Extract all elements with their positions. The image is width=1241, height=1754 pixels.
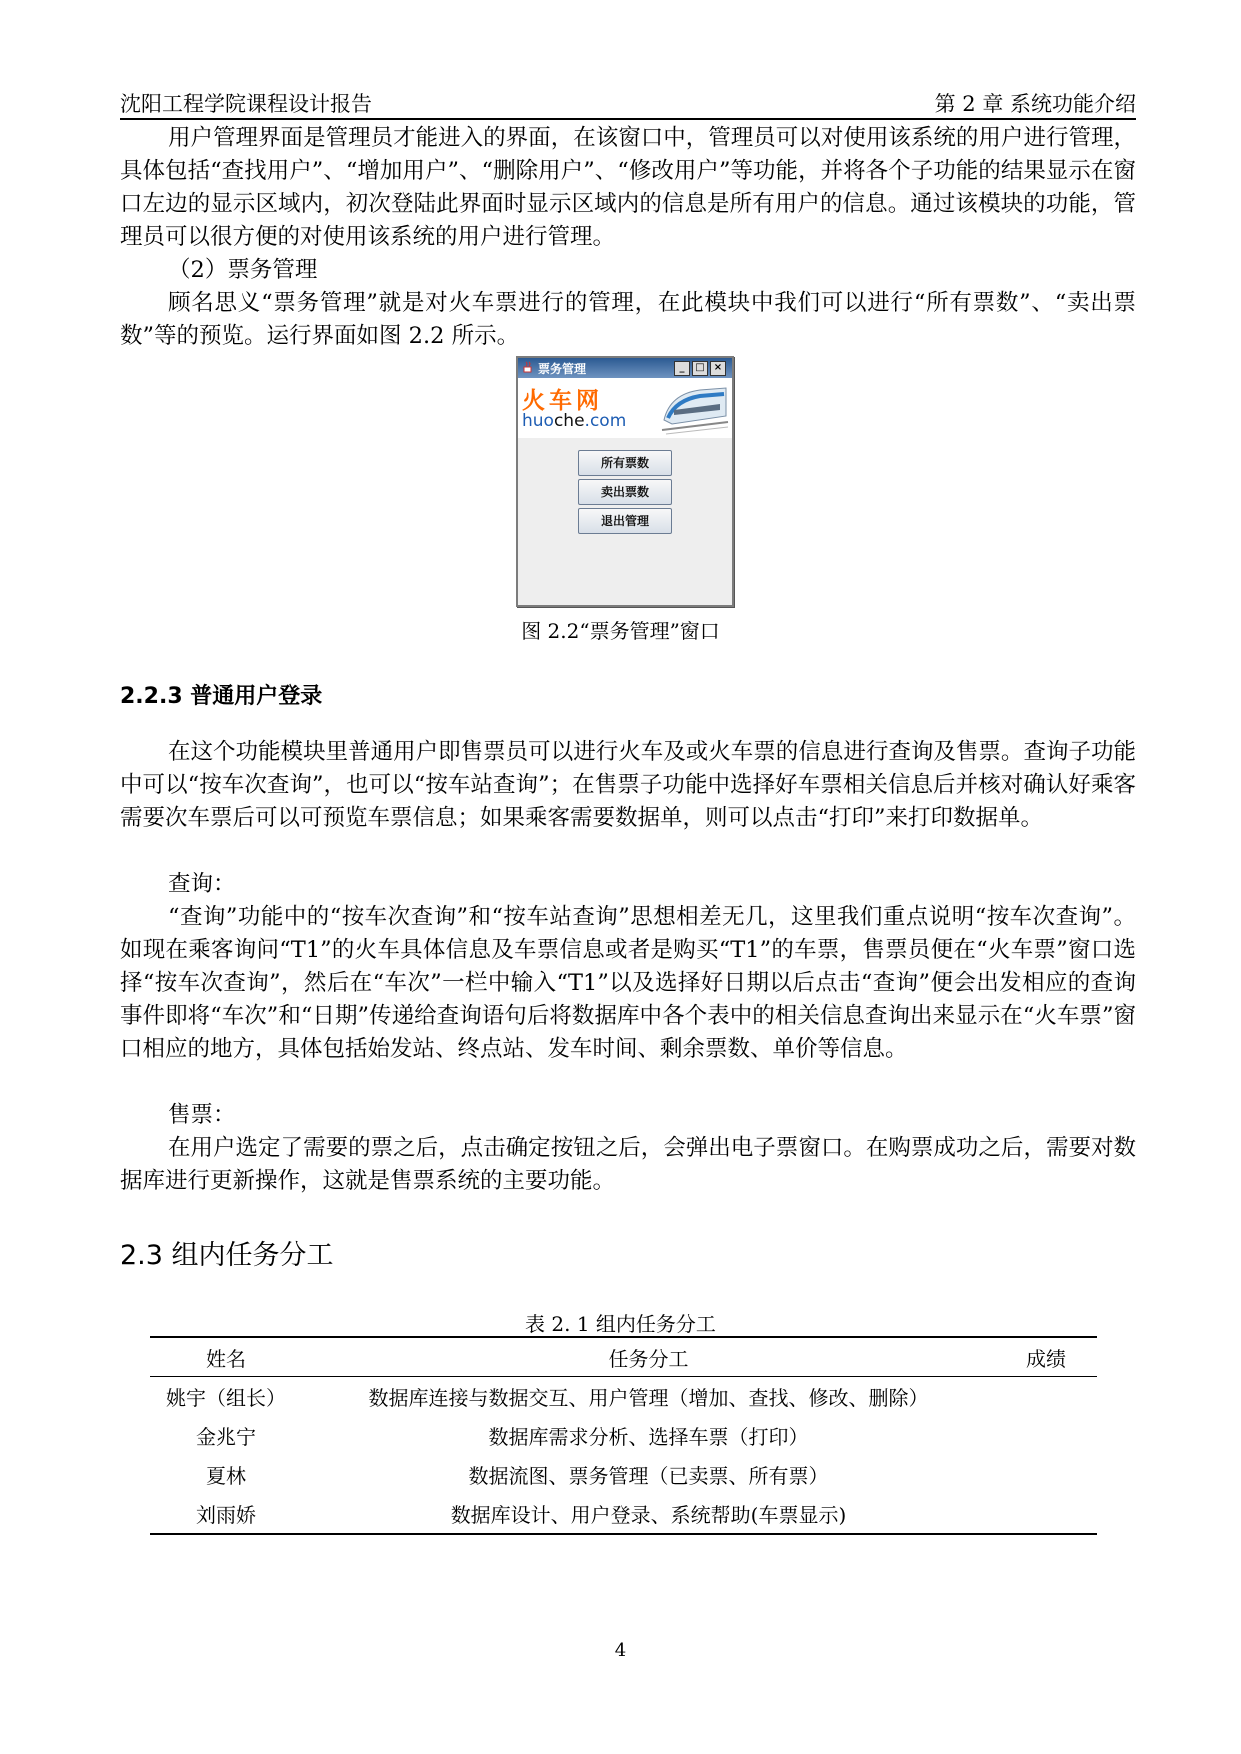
- table-row: [150, 1416, 1097, 1455]
- huoche-logo-url: huoche.com: [522, 411, 627, 431]
- sell-paragraph: 在用户选定了需要的票之后，点击确定按钮之后，会弹出电子票窗口。在购票成功之后，需要对数据库进行更新操作，这就是售票系统的主要功能。: [120, 1135, 1136, 1194]
- table-header-row: [150, 1337, 1097, 1377]
- subheading-ticket-management: （2）票务管理: [168, 257, 318, 283]
- cell-name: 姚宇（组长）: [166, 1386, 286, 1410]
- window-title: 票务管理: [538, 362, 587, 376]
- maximize-button[interactable]: □: [692, 361, 708, 376]
- cell-name: 刘雨娇: [196, 1503, 256, 1527]
- cell-grade: [995, 1416, 1097, 1455]
- header-chapter-title: 第 2 章 系统功能介绍: [934, 92, 1136, 116]
- java-cup-icon: [522, 361, 534, 374]
- ticket-management-window: [516, 356, 734, 607]
- intro-paragraph: 用户管理界面是管理员才能进入的界面，在该窗口中，管理员可以对使用该系统的用户进行管理，具体包括“查找用户”、“增加用户”、“删除用户”、“修改用户”等功能，并将各个子功能的结果显示在窗口左边的显示区域内，初次登陆此界面时显示区域内的信息是所有用户的信息。通过该模块的功能，管理员可以很方便的对使用该系统的用户进行管理。: [120, 125, 1136, 250]
- table-row: [150, 1377, 1097, 1417]
- minimize-button[interactable]: _: [674, 361, 690, 376]
- table-caption: 表 2. 1 组内任务分工: [525, 1312, 716, 1336]
- figure-caption: 图 2.2“票务管理”窗口: [521, 619, 720, 643]
- header-report-title: 沈阳工程学院课程设计报告: [120, 92, 372, 116]
- window-titlebar: [518, 358, 732, 378]
- exit-management-button[interactable]: 退出管理: [578, 508, 672, 534]
- header-grade: 成绩: [1026, 1346, 1066, 1371]
- sold-tickets-button[interactable]: 卖出票数: [578, 479, 672, 505]
- cell-task: 数据流图、票务管理（已卖票、所有票）: [468, 1464, 829, 1488]
- cell-grade: [995, 1494, 1097, 1534]
- huoche-logo-text: 火车网: [522, 388, 603, 414]
- section-heading-2-3: 2.3 组内任务分工: [120, 1240, 334, 1271]
- cell-task: 数据库需求分析、选择车票（打印）: [488, 1425, 809, 1449]
- header-name: 姓名: [206, 1346, 246, 1371]
- header-task: 任务分工: [608, 1346, 689, 1371]
- task-table: [150, 1336, 1097, 1535]
- user-login-paragraph: 在这个功能模块里普通用户即售票员可以进行火车及或火车票的信息进行查询及售票。查询子功能中可以“按车次查询”，也可以“按车站查询”；在售票子功能中选择好车票相关信息后并核对确认好乘客需要次车票后可以可预览车票信息；如果乘客需要数据单，则可以点击“打印”来打印数据单。: [120, 739, 1136, 831]
- table-row: [150, 1494, 1097, 1534]
- table-row: [150, 1455, 1097, 1494]
- cell-name: 夏林: [206, 1464, 246, 1488]
- close-button[interactable]: ×: [710, 361, 726, 376]
- cell-name: 金兆宁: [196, 1425, 256, 1449]
- sell-label: 售票：: [168, 1102, 236, 1128]
- page-number: 4: [614, 1640, 627, 1661]
- cell-grade: [995, 1455, 1097, 1494]
- huoche-banner: [518, 378, 732, 438]
- ticket-paragraph: 顾名思义“票务管理”就是对火车票进行的管理，在此模块中我们可以进行“所有票数”、“卖出票数”等的预览。运行界面如图 2.2 所示。: [120, 290, 1136, 349]
- all-tickets-button[interactable]: 所有票数: [578, 450, 672, 476]
- section-heading-2-2-3: 2.2.3 普通用户登录: [120, 684, 323, 709]
- cell-grade: [995, 1377, 1097, 1417]
- train-icon: [660, 380, 730, 436]
- query-label: 查询：: [168, 871, 236, 897]
- query-paragraph: “查询”功能中的“按车次查询”和“按车站查询”思想相差无几，这里我们重点说明“按车次查询”。如现在乘客询问“T1”的火车具体信息及车票信息或者是购买“T1”的车票，售票员便在“火车票”窗口选择“按车次查询”，然后在“车次”一栏中输入“T1”以及选择好日期以后点击“查询”便会出发相应的查询事件即将“车次”和“日期”传递给查询语句后将数据库中各个表中的相关信息查询出来显示在“火车票”窗口相应的地方，具体包括始发站、终点站、发车时间、剩余票数、单价等信息。: [120, 904, 1136, 1062]
- cell-task: 数据库设计、用户登录、系统帮助(车票显示): [450, 1503, 847, 1527]
- page-header: [120, 88, 1136, 120]
- cell-task: 数据库连接与数据交互、用户管理（增加、查找、修改、删除）: [368, 1386, 929, 1410]
